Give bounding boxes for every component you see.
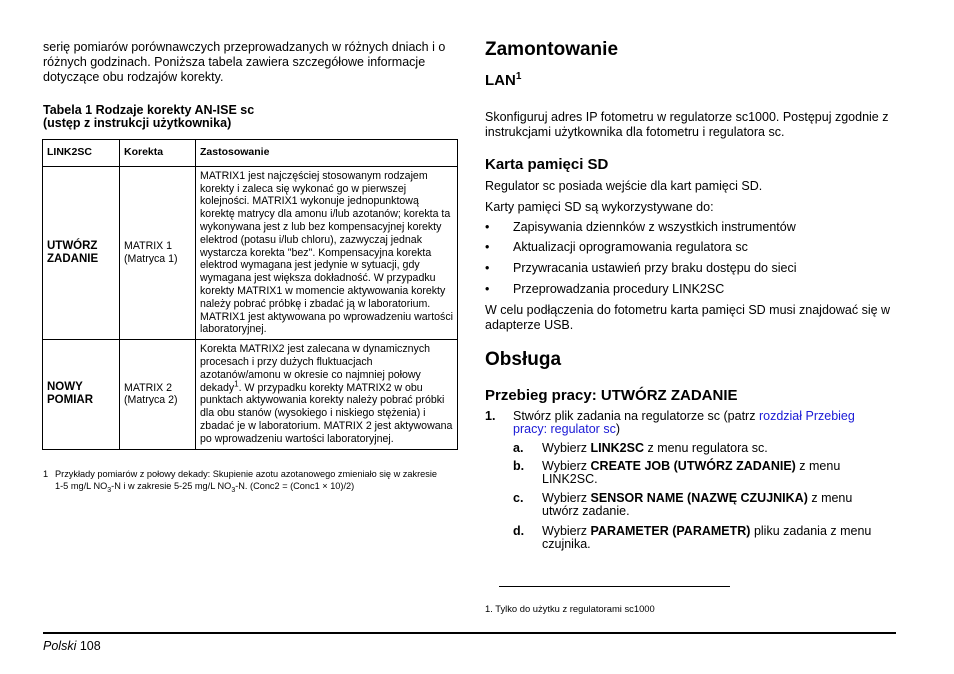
heading-lan: LAN$^1$ [485, 71, 522, 89]
cell-zastosowanie: MATRIX1 jest najczęściej stosowanym rodzajem korekty i zaleca się wykonać go w pierwszej kolejności. MATRIX1 wykonuje jednopunktową korektę matrycy dla amonu i/lub azotanów; korekta ta wykonywana jest z lub bez kompensacyjnej korekty elektrod (potasu i/lub chloru), zazwyczaj jednak wystarcza korekta "bez". Kompensacyjna korekta elektrod wymagana jest jedynie w sytuacji, gdy wymagana jest większa dokładność. W przypadku korekty MATRIX1 w momencie aktywowania korekty należy pobrać próbkę i zbadać ją w laboratorium. MATRIX1 jest aktywowana po wprowadzeniu wartości laboratoryjnej. [196, 166, 458, 339]
heading-zamontowanie: Zamontowanie [485, 39, 619, 60]
footnote-ref: 1 [234, 379, 239, 389]
header-zastosowanie: Zastosowanie [196, 140, 458, 167]
table-caption [43, 104, 458, 130]
heading-karta-pamieci: Karta pamięci SD [485, 156, 609, 173]
footnote-number: 1 [43, 469, 49, 479]
header-korekta: Korekta [120, 140, 196, 167]
lan-footnote-ref: 1 [515, 71, 522, 82]
cell-korekta: MATRIX 1 (Matryca 1) [120, 166, 196, 339]
heading-przebieg-pracy: Przebieg pracy: UTWÓRZ ZADANIE [485, 387, 738, 404]
cell-link2sc: UTWÓRZ ZADANIE [43, 166, 120, 339]
karta-paragraph-2: Karty pamięci SD są wykorzystywane do: [485, 200, 714, 214]
intro-paragraph: serię pomiarów porównawczych przeprowadzanych w różnych dniach i o różnych godzinach. Poniższa tabela zawiera szczegółowe informacje dotyczące obu rodzajów korekty. [43, 40, 446, 84]
karta-paragraph-3: W celu podłączenia do fotometru karta pamięci SD musi znajdować się w adapterze USB. [485, 303, 891, 332]
bullet-icon: • [485, 282, 490, 296]
table-caption-title: Tabela 1 Rodzaje korekty AN-ISE sc [43, 103, 255, 117]
cell-link2sc: NOWY POMIAR [43, 340, 120, 449]
footer-language: Polski [43, 639, 77, 653]
table-footnote [43, 468, 458, 492]
karta-paragraph-1: Regulator sc posiada wejście dla kart pamięci SD. [485, 179, 763, 193]
table-header-row [43, 140, 458, 167]
bullet-icon: • [485, 220, 490, 234]
correction-types-table [42, 139, 458, 450]
footnote-divider [499, 586, 730, 587]
lan-paragraph: Skonfiguruj adres IP fotometru w regulatorze sc1000. Postępuj zgodnie z instrukcjami użytkownika dla fotometru i regulatora sc. [485, 110, 889, 139]
footnote-line2: 1-5 mg/L $NO_3-N$ i w zakresie 5-25 mg/L $NO_3-N$. (Conc2 = (Conc1 × 10)/2) [55, 481, 355, 494]
table-row [43, 340, 458, 449]
bullet-icon: • [485, 261, 490, 275]
footnote-line1: Przykłady pomiarów z połowy dekady: Skupienie azotu azotanowego zmieniało się w zakresie [55, 469, 437, 479]
right-footnote: 1. Tylko do użytku z regulatorami sc1000 [485, 603, 655, 614]
cell-zastosowanie: Korekta MATRIX2 jest zalecana w dynamicznych procesach i przy dużych fluktuacjach azotanów/amonu w okresie co najmniej połowy dekady$^1$. W przypadku korekty MATRIX2 w obu punktach aktywowania korekty należy pobrać próbki dla obu stanów (wysokiego i niskiego stężenia) i zbadać je w laboratorium. MATRIX 2 jest aktywowana po wprowadzeniu wartości laboratoryjnej. [196, 340, 458, 449]
page-number: 108 [79, 639, 101, 653]
header-link2sc: LINK2SC [43, 140, 120, 167]
cell-korekta: MATRIX 2 (Matryca 2) [120, 340, 196, 449]
footer-divider [43, 632, 896, 634]
heading-obsluga: Obsługa [485, 349, 562, 370]
step-number: 1. [485, 409, 496, 423]
table-row [43, 166, 458, 339]
table-caption-subtitle: (ustęp z instrukcji użytkownika) [43, 116, 232, 130]
page-footer [43, 639, 101, 653]
section-link[interactable]: rozdział Przebieg pracy: regulator sc [513, 409, 855, 436]
bullet-icon: • [485, 240, 490, 254]
